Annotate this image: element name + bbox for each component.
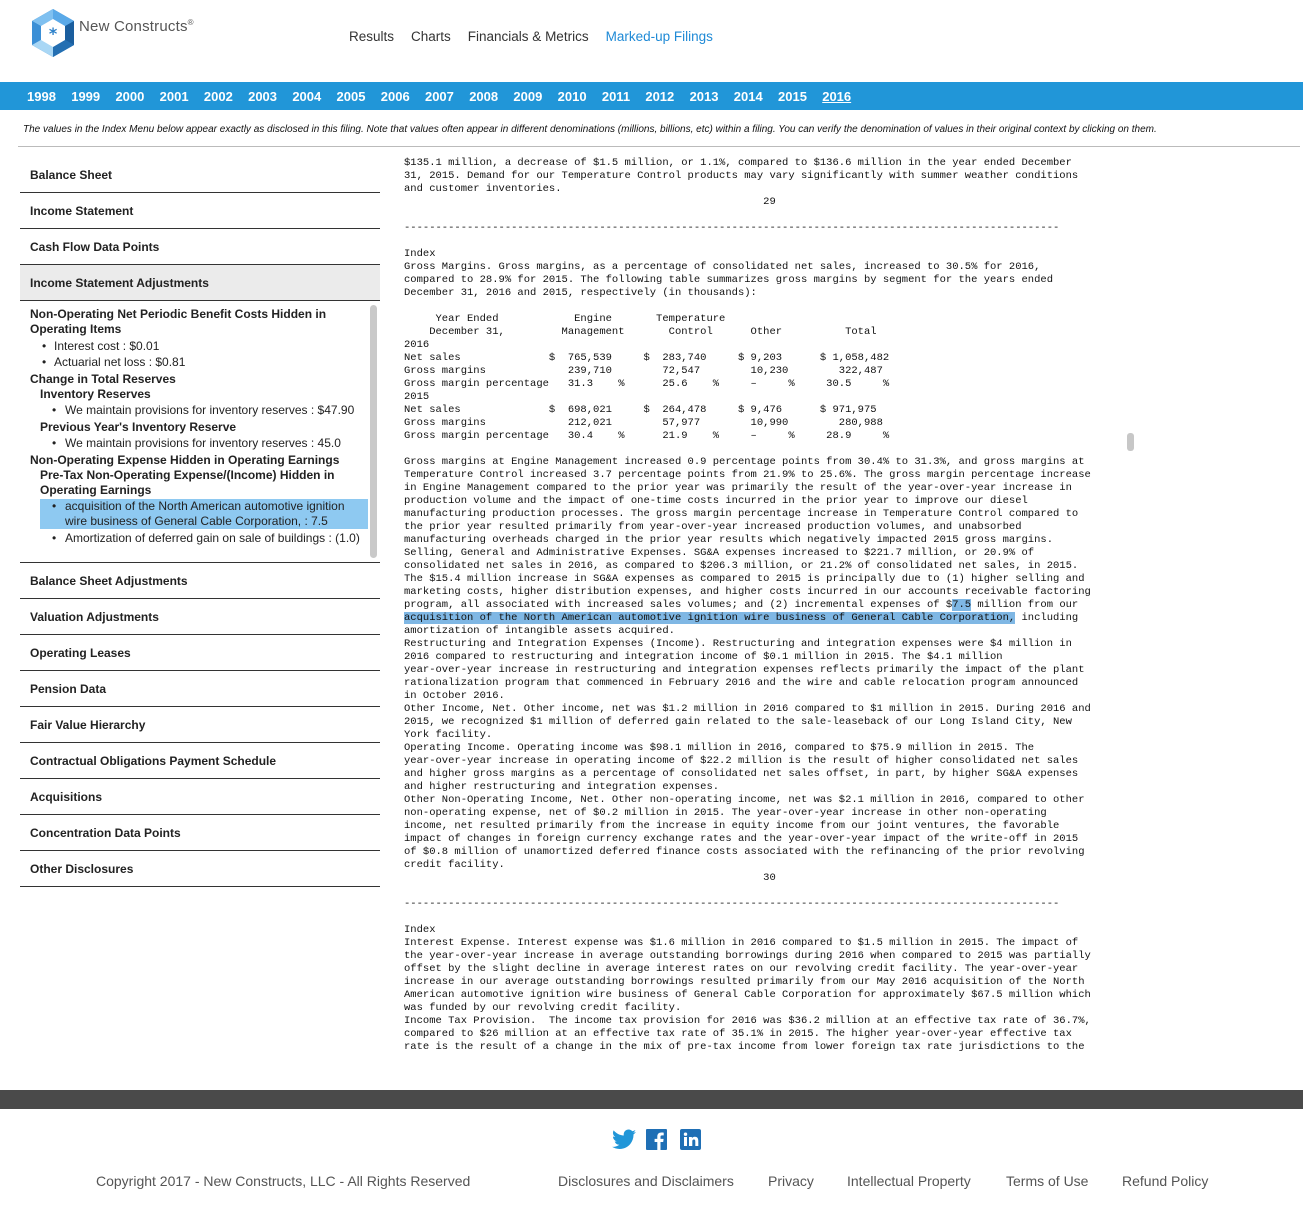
divider	[18, 146, 1300, 147]
menu-operating-leases[interactable]: Operating Leases	[20, 635, 380, 671]
link-disclosures[interactable]: Disclosures and Disclaimers	[558, 1173, 734, 1189]
site-header	[0, 0, 1303, 82]
highlighted-amount[interactable]: 7.5	[952, 599, 972, 611]
social-links	[612, 1129, 701, 1150]
year-link-2001[interactable]: 2001	[159, 88, 189, 104]
year-link-2009[interactable]: 2009	[513, 88, 543, 104]
document-scrollbar[interactable]	[1127, 433, 1134, 451]
brand-logo[interactable]	[30, 8, 194, 58]
value-link[interactable]: • Amortization of deferred gain on sale of buildings : (1.0)	[30, 531, 366, 546]
menu-concentration-data-points[interactable]: Concentration Data Points	[20, 815, 380, 851]
group-title: Non-Operating Expense Hidden in Operating Earnings	[30, 452, 340, 467]
year-link-2005[interactable]: 2005	[336, 88, 366, 104]
menu-valuation-adjustments[interactable]: Valuation Adjustments	[20, 599, 380, 635]
facebook-icon[interactable]	[646, 1129, 667, 1150]
menu-other-disclosures[interactable]: Other Disclosures	[20, 851, 380, 887]
group-title: Change in Total Reserves	[30, 371, 176, 386]
value-link[interactable]: • Interest cost : $0.01	[30, 339, 366, 354]
subgroup-title: Previous Year's Inventory Reserve	[40, 419, 237, 434]
filing-document-viewer[interactable]	[397, 157, 1135, 1059]
menu-income-statement-adjustments[interactable]: Income Statement Adjustments	[20, 265, 380, 301]
nav-results[interactable]: Results	[349, 29, 395, 44]
filing-text-part: including amortization of intangible assets acquired. Restructuring and Integration Expenses (Income). Restructuring and integration expenses were $4 million in 2016 compared to restructuring and integration income of $0.1 million in 2015. The $4.1 million year-over-year increase in restructuring and integration expenses reflects primarily the impact of the plant rationalization program that commenced in February 2016 and the wire and cable relocation program announced in October 2016. Other Income, Net. Other income, net was $1.2 million in 2016 compared to $1 million in 2015. During 2016 and 2015, we recognized $1 million of deferred gain related to the sale-leaseback of our Long Island City, New York facility. Operating Income. Operating income was $98.1 million in 2016, compared to $75.9 million in 2015. The year-over-year increase in operating income of $22.2 million is the result of higher consolidated net sales and higher gross margins as a percentage of consolidated net sales offset, in part, by higher SG&A expenses and higher restructuring and integration expenses. Other Non-Operating Income, Net. Other non-operating income, net was $2.1 million in 2016, compared to other non-operating expense, net of $0.2 million in 2015. The year-over-year increase in other non-operating income, net resulted primarily from the increase in equity income from our joint ventures, the favorable impact of changes in foreign currency exchange rates and the year-over-year impact of the write-off in 2015 of $0.8 million of unamortized deferred finance costs associated with the refinancing of the prior revolving credit facility. 30 -------------------------------------------------------------------------------------------------------- Index Interest Expense. Interest expense was $1.6 million in 2016 compared to $1.5 million in 2015. The impact of the year-over-year increase in average outstanding borrowings during 2016 when compared to 2015 was partially offset by the slight decline in average interest rates on our revolving credit facility. The year-over-year increase in our average outstanding borrowings resulted primarily from our May 2016 acquisition of the North American automotive ignition wire business of General Cable Corporation for approximately $67.5 million which was funded by our revolving credit facility. Income Tax Provision. The income tax provision for 2016 was $36.2 million at an effective tax rate of 36.7%, compared to $26 million at an effective tax rate of 35.1% in 2015. The higher year-over-year effective tax rate is the result of a change in the mix of pre-tax income from lower foreign tax rate jurisdictions to the	[404, 612, 1091, 1053]
menu-pension-data[interactable]: Pension Data	[20, 671, 380, 707]
highlighted-phrase[interactable]: acquisition of the North American automotive ignition wire business of General Cable Corporation,	[404, 612, 1016, 624]
link-intellectual-property[interactable]: Intellectual Property	[847, 1173, 971, 1189]
logo-hexagon-icon	[30, 8, 76, 58]
value-link[interactable]: • Actuarial net loss : $0.81	[30, 355, 366, 370]
top-navigation	[349, 29, 730, 44]
group-title: Non-Operating Net Periodic Benefit Costs Hidden in Operating Items	[30, 307, 327, 336]
year-link-2010[interactable]: 2010	[557, 88, 587, 104]
subgroup-title: Inventory Reserves	[40, 386, 151, 401]
link-terms-of-use[interactable]: Terms of Use	[1006, 1173, 1089, 1189]
year-link-2015[interactable]: 2015	[778, 88, 807, 104]
menu-contractual-obligations[interactable]: Contractual Obligations Payment Schedule	[20, 743, 380, 779]
year-link-2004[interactable]: 2004	[292, 88, 322, 104]
year-link-2016[interactable]: 2016	[822, 88, 852, 104]
year-link-2012[interactable]: 2012	[645, 88, 675, 104]
link-privacy[interactable]: Privacy	[768, 1173, 814, 1189]
value-link[interactable]: • We maintain provisions for inventory reserves : 45.0	[30, 436, 366, 451]
year-link-2002[interactable]: 2002	[203, 88, 233, 104]
brand-name: New Constructs®	[79, 17, 194, 35]
menu-cash-flow-data-points[interactable]: Cash Flow Data Points	[20, 229, 380, 265]
value-link[interactable]: • We maintain provisions for inventory reserves : $47.90	[30, 403, 366, 418]
year-link-2008[interactable]: 2008	[469, 88, 499, 104]
index-notice: The values in the Index Menu below appear exactly as disclosed in this filing. Note that values often appear in different denominations (millions, billions, etc) within a filing. You can verify the denomination of values in their original context by clicking on them.	[23, 124, 1157, 135]
year-link-2000[interactable]: 2000	[115, 88, 145, 104]
copyright-text: Copyright 2017 - New Constructs, LLC - All Rights Reserved	[96, 1173, 471, 1189]
index-menu-sidebar	[20, 157, 380, 887]
menu-income-statement[interactable]: Income Statement	[20, 193, 380, 229]
year-link-2003[interactable]: 2003	[248, 88, 278, 104]
year-selector-bar	[0, 82, 1303, 110]
nav-charts[interactable]: Charts	[411, 29, 451, 44]
year-link-2014[interactable]: 2014	[733, 88, 763, 104]
year-link-2011[interactable]: 2011	[601, 88, 631, 104]
twitter-icon[interactable]	[612, 1129, 633, 1150]
link-refund-policy[interactable]: Refund Policy	[1122, 1173, 1209, 1189]
year-link-1999[interactable]: 1999	[71, 88, 101, 104]
menu-balance-sheet[interactable]: Balance Sheet	[20, 157, 380, 193]
footer-bar	[0, 1090, 1303, 1109]
filing-text	[397, 157, 1135, 1054]
income-statement-adjustments-panel	[20, 301, 380, 563]
filing-text-part: $135.1 million, a decrease of $1.5 million, or 1.1%, compared to $136.6 million in the year ended December 31, 2015. Demand for our Temperature Control products may vary significantly with summer weather conditions and customer inventories. 29 -------------------------------------------------------------------------------------------------------- Index Gross Margins. Gross margins, as a percentage of consolidated net sales, increased to 30.5% for 2016, compared to 28.9% for 2015. The following table summarizes gross margins by segment for the years ended December 31, 2016 and 2015, respectively (in thousands): Year Ended Engine Temperature December 31, Management Control Other Total 2016 Net sales $ 765,539 $ 283,740 $ 9,203 $ 1,058,482 Gross margins 239,710 72,547 10,230 322,487 Gross margin percentage 31.3 % 25.6 % – % 30.5 % 2015 Net sales $ 698,021 $ 264,478 $ 9,476 $ 971,975 Gross margins 212,021 57,977 10,990 280,988 Gross margin percentage 30.4 % 21.9 % – % 28.9 % Gross margins at Engine Management increased 0.9 percentage points from 30.4% to 31.3%, and gross margins at Temperature Control increased 3.7 percentage points from 21.9% to 25.6%. The gross margin percentage increase in Engine Management compared to the prior year was primarily the result of the year-over-year increase in production volume and the impact of one-time costs incurred in the prior year to improve our diesel manufacturing production processes. The gross margin percentage increase in Temperature Control compared to the prior year resulted primarily from year-over-year increased production volumes, and unabsorbed manufacturing overheads charged in the prior year results which negatively impacted 2015 gross margins. Selling, General and Administrative Expenses. SG&A expenses increased to $221.7 million, or 20.9% of consolidated net sales in 2016, as compared to $206.3 million, or 21.2% of consolidated net sales, in 2015. The $15.4 million increase in SG&A expenses as compared to 2015 is principally due to (1) higher selling and marketing costs, higher distribution expenses, and higher costs incurred in our accounts receivable factoring program, all associated with increased sales volumes; and (2) incremental expenses of $	[404, 157, 1091, 611]
subgroup-title: Pre-Tax Non-Operating Expense/(Income) Hidden in Operating Earnings	[40, 467, 335, 497]
value-link-selected[interactable]: • acquisition of the North American automotive ignition wire business of General Cable Corporation, : 7.5	[40, 499, 368, 529]
year-link-1998[interactable]: 1998	[27, 88, 56, 104]
nav-financials-metrics[interactable]: Financials & Metrics	[467, 29, 589, 44]
year-link-2007[interactable]: 2007	[424, 88, 454, 104]
filing-text-part: million from our	[977, 599, 1079, 611]
nav-marked-up-filings[interactable]: Marked-up Filings	[605, 29, 713, 44]
year-link-2006[interactable]: 2006	[380, 88, 410, 104]
menu-fair-value-hierarchy[interactable]: Fair Value Hierarchy	[20, 707, 380, 743]
menu-acquisitions[interactable]: Acquisitions	[20, 779, 380, 815]
panel-scrollbar[interactable]	[370, 305, 377, 558]
linkedin-icon[interactable]	[680, 1129, 701, 1150]
svg-text:*: *	[48, 24, 58, 43]
year-link-2013[interactable]: 2013	[689, 88, 719, 104]
menu-balance-sheet-adjustments[interactable]: Balance Sheet Adjustments	[20, 563, 380, 599]
